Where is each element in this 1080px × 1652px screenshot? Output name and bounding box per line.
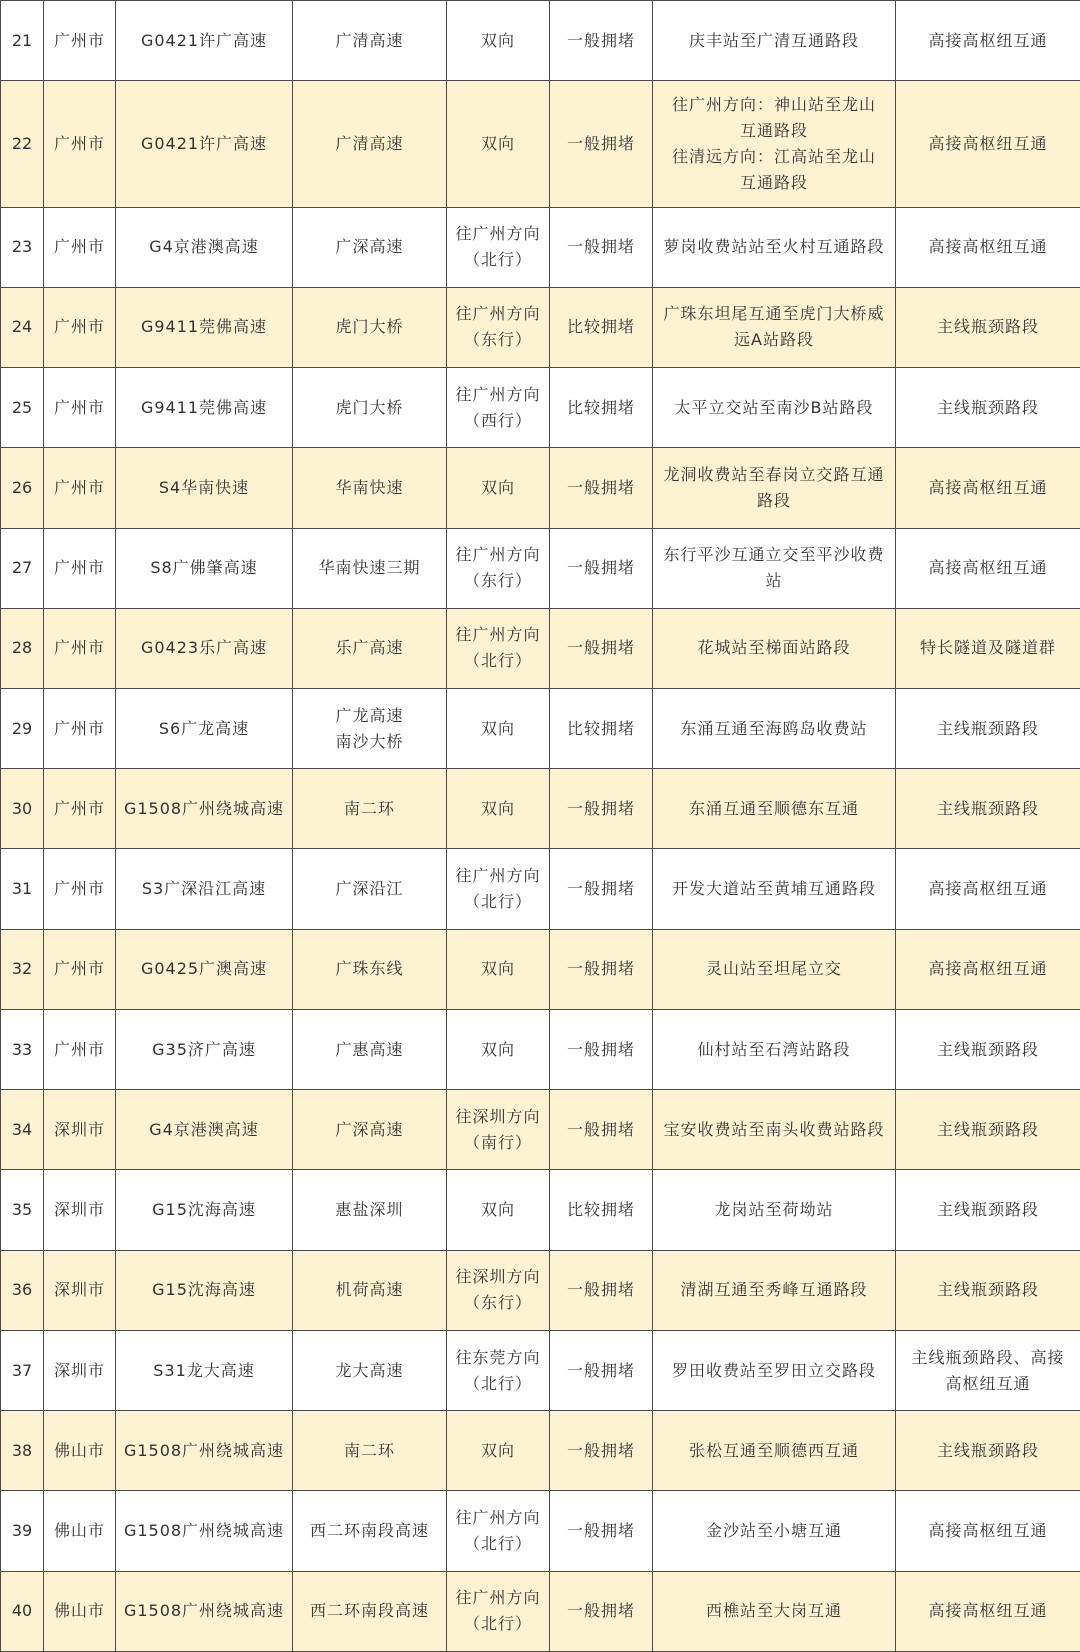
direction-cell: 双向 [447,1009,550,1089]
table-row [1,287,1080,367]
table-row [1,1411,1080,1491]
section-cell: 罗田收费站至罗田立交路段 [653,1330,896,1410]
direction-cell: 双向 [447,448,550,528]
row-number: 29 [1,689,44,769]
row-number: 24 [1,287,44,367]
row-number: 35 [1,1170,44,1250]
road-name-cell: 南二环 [293,1411,447,1491]
city-cell: 广州市 [44,1009,116,1089]
congestion-type-cell: 高接高枢纽互通 [896,929,1080,1009]
road-name-cell: 广珠东线 [293,929,447,1009]
city-cell: 广州市 [44,769,116,849]
direction-cell: 双向 [447,689,550,769]
route-cell: G0421许广高速 [116,1,293,81]
row-number: 21 [1,1,44,81]
section-cell: 张松互通至顺德西互通 [653,1411,896,1491]
congestion-level-cell: 一般拥堵 [550,81,653,207]
section-cell: 灵山站至坦尾立交 [653,929,896,1009]
road-name-cell: 机荷高速 [293,1250,447,1330]
congestion-type-cell: 主线瓶颈路段 [896,368,1080,448]
row-number: 37 [1,1330,44,1410]
city-cell: 佛山市 [44,1571,116,1651]
direction-cell: 往深圳方向 （东行） [447,1250,550,1330]
congestion-type-cell: 主线瓶颈路段 [896,1090,1080,1170]
road-name-cell: 南二环 [293,769,447,849]
road-name-cell: 西二环南段高速 [293,1571,447,1651]
table-row [1,608,1080,688]
congestion-type-cell: 高接高枢纽互通 [896,528,1080,608]
city-cell: 深圳市 [44,1250,116,1330]
direction-cell: 往广州方向 （北行） [447,849,550,929]
table-row [1,1571,1080,1651]
congestion-level-cell: 比较拥堵 [550,1170,653,1250]
city-cell: 广州市 [44,608,116,688]
city-cell: 广州市 [44,81,116,207]
direction-cell: 往广州方向 （东行） [447,287,550,367]
row-number: 36 [1,1250,44,1330]
congestion-level-cell: 一般拥堵 [550,1571,653,1651]
congestion-type-cell: 高接高枢纽互通 [896,448,1080,528]
section-cell: 宝安收费站至南头收费站路段 [653,1090,896,1170]
table-row [1,1090,1080,1170]
congestion-type-cell: 特长隧道及隧道群 [896,608,1080,688]
congestion-type-cell: 主线瓶颈路段 [896,1250,1080,1330]
direction-cell: 往广州方向 （北行） [447,608,550,688]
table-row [1,689,1080,769]
section-cell: 太平立交站至南沙B站路段 [653,368,896,448]
direction-cell: 双向 [447,1,550,81]
row-number: 27 [1,528,44,608]
congestion-level-cell: 一般拥堵 [550,1491,653,1571]
direction-cell: 双向 [447,929,550,1009]
congestion-level-cell: 一般拥堵 [550,207,653,287]
route-cell: G0425广澳高速 [116,929,293,1009]
congestion-type-cell: 主线瓶颈路段 [896,287,1080,367]
table-row [1,1491,1080,1571]
table-row [1,929,1080,1009]
route-cell: S31龙大高速 [116,1330,293,1410]
section-cell: 龙岗站至荷坳站 [653,1170,896,1250]
table-row [1,528,1080,608]
row-number: 25 [1,368,44,448]
section-cell: 东行平沙互通立交至平沙收费 站 [653,528,896,608]
table-row [1,1330,1080,1410]
section-cell: 东涌互通至顺德东互通 [653,769,896,849]
row-number: 23 [1,207,44,287]
city-cell: 佛山市 [44,1491,116,1571]
congestion-level-cell: 一般拥堵 [550,1,653,81]
route-cell: G15沈海高速 [116,1250,293,1330]
route-cell: S3广深沿江高速 [116,849,293,929]
route-cell: G9411莞佛高速 [116,287,293,367]
congestion-level-cell: 一般拥堵 [550,1090,653,1170]
table-row [1,368,1080,448]
section-cell: 往广州方向：神山站至龙山 互通路段 往清远方向：江高站至龙山 互通路段 [653,81,896,207]
road-name-cell: 广惠高速 [293,1009,447,1089]
congestion-type-cell: 主线瓶颈路段、高接 高枢纽互通 [896,1330,1080,1410]
section-cell: 花城站至梯面站路段 [653,608,896,688]
route-cell: G15沈海高速 [116,1170,293,1250]
congestion-type-cell: 主线瓶颈路段 [896,769,1080,849]
city-cell: 广州市 [44,689,116,769]
city-cell: 广州市 [44,849,116,929]
route-cell: S8广佛肇高速 [116,528,293,608]
road-name-cell: 虎门大桥 [293,368,447,448]
section-cell: 清湖互通至秀峰互通路段 [653,1250,896,1330]
city-cell: 深圳市 [44,1090,116,1170]
city-cell: 广州市 [44,929,116,1009]
road-name-cell: 广深高速 [293,1090,447,1170]
table-row [1,769,1080,849]
table-row [1,448,1080,528]
section-cell: 龙洞收费站至春岗立交路互通 路段 [653,448,896,528]
section-cell: 金沙站至小塘互通 [653,1491,896,1571]
route-cell: S6广龙高速 [116,689,293,769]
direction-cell: 往广州方向 （北行） [447,1571,550,1651]
row-number: 31 [1,849,44,929]
congestion-type-cell: 高接高枢纽互通 [896,207,1080,287]
route-cell: G0423乐广高速 [116,608,293,688]
route-cell: G1508广州绕城高速 [116,1411,293,1491]
congestion-type-cell: 高接高枢纽互通 [896,1571,1080,1651]
city-cell: 广州市 [44,448,116,528]
route-cell: G4京港澳高速 [116,207,293,287]
table-row [1,207,1080,287]
direction-cell: 双向 [447,81,550,207]
route-cell: S4华南快速 [116,448,293,528]
row-number: 33 [1,1009,44,1089]
congestion-level-cell: 比较拥堵 [550,287,653,367]
city-cell: 广州市 [44,528,116,608]
road-name-cell: 华南快速 [293,448,447,528]
direction-cell: 往东莞方向 （北行） [447,1330,550,1410]
congestion-type-cell: 高接高枢纽互通 [896,81,1080,207]
city-cell: 广州市 [44,368,116,448]
city-cell: 广州市 [44,287,116,367]
congestion-level-cell: 比较拥堵 [550,689,653,769]
section-cell: 仙村站至石湾站路段 [653,1009,896,1089]
congestion-level-cell: 一般拥堵 [550,929,653,1009]
table-body [1,1,1080,1652]
city-cell: 深圳市 [44,1330,116,1410]
direction-cell: 双向 [447,1170,550,1250]
road-name-cell: 广深高速 [293,207,447,287]
road-name-cell: 西二环南段高速 [293,1491,447,1571]
road-name-cell: 广龙高速 南沙大桥 [293,689,447,769]
congestion-level-cell: 一般拥堵 [550,448,653,528]
congestion-level-cell: 一般拥堵 [550,849,653,929]
route-cell: G4京港澳高速 [116,1090,293,1170]
section-cell: 西樵站至大岗互通 [653,1571,896,1651]
city-cell: 广州市 [44,1,116,81]
direction-cell: 往深圳方向 （南行） [447,1090,550,1170]
section-cell: 萝岗收费站站至火村互通路段 [653,207,896,287]
table-row [1,1009,1080,1089]
congestion-type-cell: 高接高枢纽互通 [896,1,1080,81]
direction-cell: 往广州方向 （西行） [447,368,550,448]
congestion-level-cell: 一般拥堵 [550,1411,653,1491]
congestion-level-cell: 一般拥堵 [550,608,653,688]
section-cell: 东涌互通至海鸥岛收费站 [653,689,896,769]
row-number: 34 [1,1090,44,1170]
table-row [1,1250,1080,1330]
route-cell: G9411莞佛高速 [116,368,293,448]
congestion-level-cell: 一般拥堵 [550,528,653,608]
row-number: 22 [1,81,44,207]
direction-cell: 双向 [447,769,550,849]
road-name-cell: 虎门大桥 [293,287,447,367]
table-row [1,1170,1080,1250]
direction-cell: 往广州方向 （东行） [447,528,550,608]
route-cell: G35济广高速 [116,1009,293,1089]
congestion-level-cell: 一般拥堵 [550,1250,653,1330]
congestion-type-cell: 高接高枢纽互通 [896,1491,1080,1571]
road-name-cell: 广清高速 [293,81,447,207]
congestion-level-cell: 比较拥堵 [550,368,653,448]
route-cell: G1508广州绕城高速 [116,1571,293,1651]
row-number: 39 [1,1491,44,1571]
table-row [1,1,1080,81]
section-cell: 庆丰站至广清互通路段 [653,1,896,81]
road-name-cell: 惠盐深圳 [293,1170,447,1250]
route-cell: G1508广州绕城高速 [116,769,293,849]
road-name-cell: 乐广高速 [293,608,447,688]
table-row [1,81,1080,207]
road-name-cell: 广深沿江 [293,849,447,929]
congestion-level-cell: 一般拥堵 [550,1009,653,1089]
route-cell: G0421许广高速 [116,81,293,207]
road-name-cell: 广清高速 [293,1,447,81]
congestion-type-cell: 主线瓶颈路段 [896,689,1080,769]
road-name-cell: 龙大高速 [293,1330,447,1410]
direction-cell: 双向 [447,1411,550,1491]
direction-cell: 往广州方向 （北行） [447,1491,550,1571]
row-number: 28 [1,608,44,688]
row-number: 40 [1,1571,44,1651]
direction-cell: 往广州方向 （北行） [447,207,550,287]
congestion-type-cell: 主线瓶颈路段 [896,1170,1080,1250]
route-cell: G1508广州绕城高速 [116,1491,293,1571]
row-number: 32 [1,929,44,1009]
city-cell: 佛山市 [44,1411,116,1491]
road-name-cell: 华南快速三期 [293,528,447,608]
congestion-type-cell: 主线瓶颈路段 [896,1009,1080,1089]
row-number: 30 [1,769,44,849]
section-cell: 开发大道站至黄埔互通路段 [653,849,896,929]
congestion-level-cell: 一般拥堵 [550,769,653,849]
congestion-type-cell: 高接高枢纽互通 [896,849,1080,929]
congestion-level-cell: 一般拥堵 [550,1330,653,1410]
table-row [1,849,1080,929]
congestion-type-cell: 主线瓶颈路段 [896,1411,1080,1491]
row-number: 38 [1,1411,44,1491]
section-cell: 广珠东坦尾互通至虎门大桥威 远A站路段 [653,287,896,367]
city-cell: 广州市 [44,207,116,287]
row-number: 26 [1,448,44,528]
city-cell: 深圳市 [44,1170,116,1250]
